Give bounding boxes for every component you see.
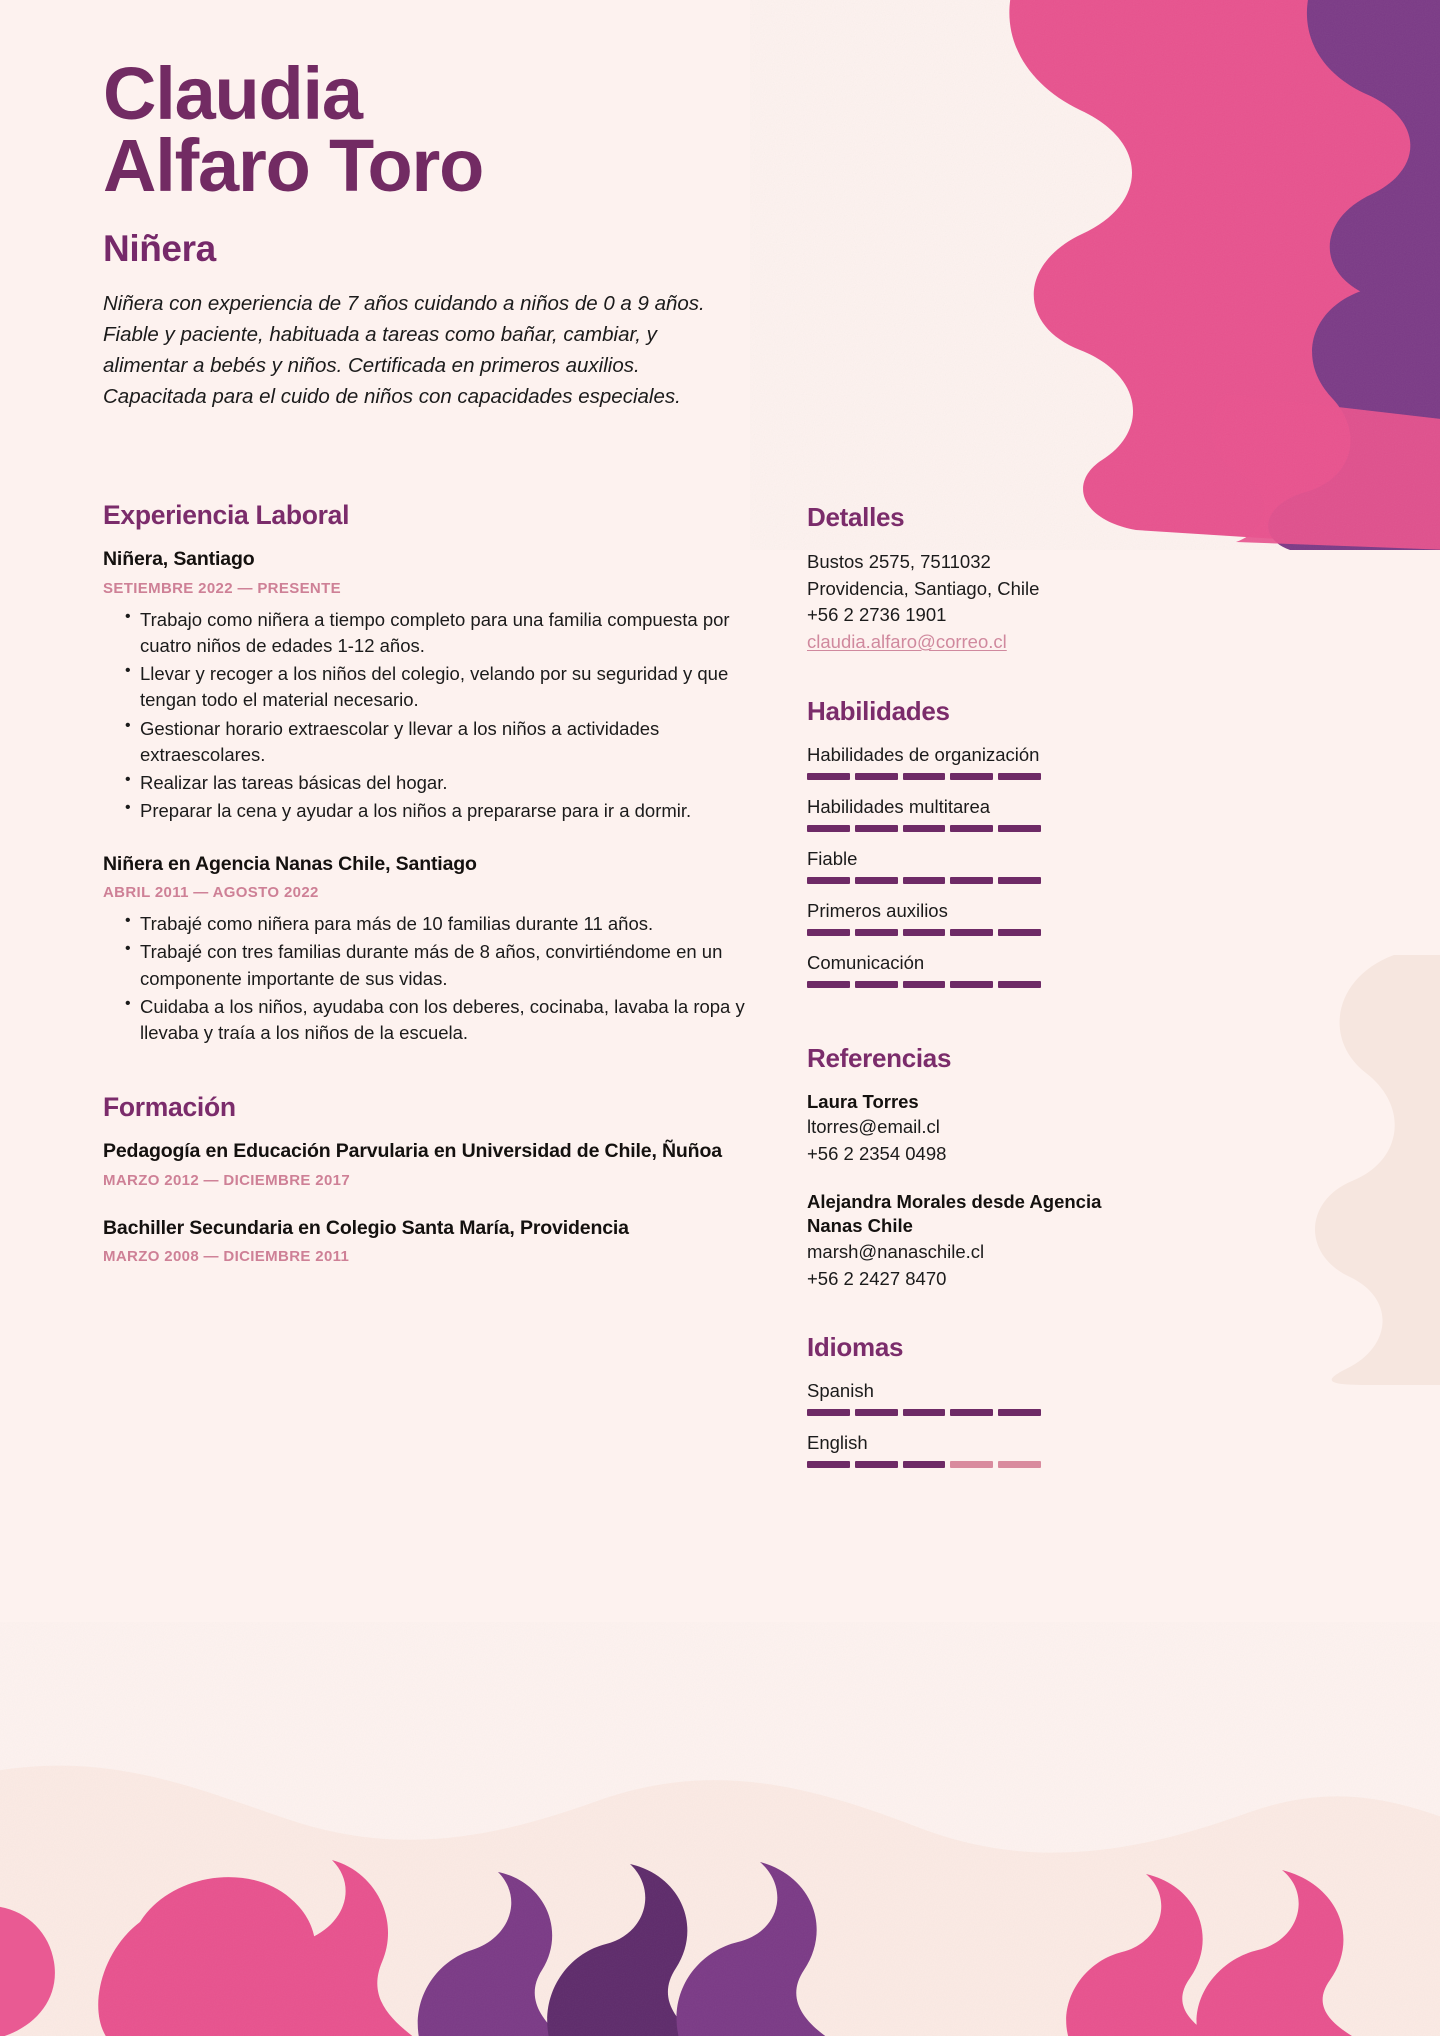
bar-segment — [950, 1461, 993, 1468]
bar-segment — [855, 929, 898, 936]
skill-level-bar — [807, 825, 1041, 832]
bar-segment — [950, 773, 993, 780]
skill-label: Habilidades de organización — [807, 743, 1040, 765]
bar-segment — [903, 981, 946, 988]
main-column — [103, 500, 763, 1265]
experience-bullet: • Cuidaba a los niños, ayudaba con los deberes, cocinaba, lavaba la ropa y llevaba y traía a los niños de la escuela. — [125, 994, 763, 1047]
decorative-blob-bottom — [0, 1622, 1440, 2036]
reference-name: Laura Torres — [807, 1090, 919, 1112]
languages-section — [807, 1332, 1112, 1468]
education-degree: Pedagogía en Educación Parvularia en Universidad de Chile, Ñuñoa — [103, 1140, 722, 1163]
experience-bullet: • Trabajo como niñera a tiempo completo para una familia compuesta por cuatro niños de edades 1-12 años. — [125, 607, 763, 660]
reference-phone: +56 2 2354 0498 — [807, 1143, 947, 1165]
email-link[interactable]: claudia.alfaro@correo.cl — [807, 631, 1007, 653]
bar-segment — [903, 929, 946, 936]
references-list — [807, 1090, 1112, 1292]
skill-level-bar — [807, 773, 1041, 780]
education-degree: Bachiller Secundaria en Colegio Santa María, Providencia — [103, 1216, 629, 1239]
skill-item — [807, 847, 1112, 884]
bar-segment — [950, 1409, 993, 1416]
skill-item — [807, 743, 1112, 780]
education-section — [103, 1092, 763, 1265]
body-columns — [0, 500, 1440, 1483]
bar-segment — [950, 929, 993, 936]
candidate-name — [103, 52, 840, 207]
skill-label: Comunicación — [807, 951, 925, 973]
bar-segment — [855, 981, 898, 988]
experience-bullet: • Gestionar horario extraescolar y llevar a los niños a actividades extraescolares. — [125, 716, 763, 769]
experience-bullet: • Llevar y recoger a los niños del colegio, velando por su seguridad y que tengan todo el material necesario. — [125, 661, 763, 714]
bar-segment — [855, 1461, 898, 1468]
skill-label: Habilidades multitarea — [807, 795, 991, 817]
experience-bullet: • Realizar las tareas básicas del hogar. — [125, 770, 763, 796]
experience-bullet: • Preparar la cena y ayudar a los niños a prepararse para ir a dormir. — [125, 798, 763, 824]
reference-name: Alejandra Morales desde Agencia Nanas Chile — [807, 1190, 1102, 1237]
reference-item — [807, 1190, 1112, 1292]
candidate-last-name: Alfaro Toro — [103, 123, 484, 207]
education-dates: MARZO 2008 — DICIEMBRE 2011 — [103, 1247, 350, 1265]
decorative-blob-left-bottom — [0, 1890, 90, 2036]
skill-item — [807, 899, 1112, 936]
skill-label: Fiable — [807, 847, 858, 869]
experience-entry — [103, 547, 763, 824]
bar-segment — [998, 981, 1041, 988]
language-label: English — [807, 1432, 868, 1454]
bar-segment — [903, 773, 946, 780]
experience-section — [103, 500, 763, 1046]
education-entry — [103, 1139, 763, 1188]
experience-bullet: • Trabajé como niñera para más de 10 familias durante 11 años. — [125, 911, 763, 937]
language-level-bar — [807, 1461, 1041, 1468]
experience-dates: SETIEMBRE 2022 — PRESENTE — [103, 579, 341, 597]
skill-level-bar — [807, 981, 1041, 988]
experience-entry — [103, 852, 763, 1047]
bar-segment — [807, 773, 850, 780]
bar-segment — [807, 981, 850, 988]
experience-role: Niñera en Agencia Nanas Chile, Santiago — [103, 852, 477, 875]
language-level-bar — [807, 1409, 1041, 1416]
bar-segment — [807, 1461, 850, 1468]
experience-bullet-list — [103, 607, 763, 825]
bar-segment — [855, 773, 898, 780]
job-title: Niñera — [103, 227, 216, 269]
bar-segment — [998, 773, 1041, 780]
language-item — [807, 1379, 1112, 1416]
bar-segment — [903, 1461, 946, 1468]
bar-segment — [807, 1409, 850, 1416]
education-entry — [103, 1216, 763, 1265]
references-section — [807, 1043, 1112, 1292]
skills-section-title: Habilidades — [807, 695, 950, 726]
language-item — [807, 1431, 1112, 1468]
experience-dates: ABRIL 2011 — AGOSTO 2022 — [103, 883, 319, 901]
skill-item — [807, 951, 1112, 988]
bar-segment — [807, 825, 850, 832]
sidebar-column — [807, 500, 1112, 1483]
language-label: Spanish — [807, 1380, 874, 1402]
details-section-title: Detalles — [807, 502, 905, 533]
experience-entry-list — [103, 547, 763, 1046]
experience-bullet-list — [103, 911, 763, 1046]
bar-segment — [950, 877, 993, 884]
skills-section — [807, 696, 1112, 988]
bar-segment — [998, 825, 1041, 832]
experience-role: Niñera, Santiago — [103, 548, 255, 571]
skills-list — [807, 743, 1112, 988]
reference-email: marsh@nanaschile.cl — [807, 1240, 985, 1262]
education-section-title: Formación — [103, 1092, 236, 1123]
bar-segment — [998, 877, 1041, 884]
reference-item — [807, 1090, 1112, 1168]
bar-segment — [950, 981, 993, 988]
bar-segment — [855, 1409, 898, 1416]
skill-label: Primeros auxilios — [807, 899, 948, 921]
languages-list — [807, 1379, 1112, 1468]
skill-item — [807, 795, 1112, 832]
reference-phone: +56 2 2427 8470 — [807, 1267, 947, 1289]
bar-segment — [903, 1409, 946, 1416]
bar-segment — [855, 825, 898, 832]
bar-segment — [950, 825, 993, 832]
references-section-title: Referencias — [807, 1042, 952, 1073]
skill-level-bar — [807, 929, 1041, 936]
bar-segment — [903, 877, 946, 884]
education-entry-list — [103, 1139, 763, 1265]
candidate-first-name: Claudia — [103, 52, 362, 135]
bar-segment — [807, 877, 850, 884]
reference-email: ltorres@email.cl — [807, 1116, 940, 1138]
bar-segment — [807, 929, 850, 936]
languages-section-title: Idiomas — [807, 1332, 904, 1363]
bar-segment — [855, 877, 898, 884]
bar-segment — [903, 825, 946, 832]
resume-header — [0, 0, 840, 412]
experience-bullet: • Trabajé con tres familias durante más de 8 años, convirtiéndome en un componente importante de sus vidas. — [125, 939, 763, 992]
address-line-2: Providencia, Santiago, Chile — [807, 577, 1040, 599]
profile-summary: Niñera con experiencia de 7 años cuidando a niños de 0 a 9 años. Fiable y paciente, habituada a tareas como bañar, cambiar, y alimentar a bebés y niños. Certificada en primeros auxilios. Capacitada para el cuido de niños con capacidades especiales. — [103, 291, 705, 408]
details-section — [807, 502, 1112, 656]
bar-segment — [998, 1461, 1041, 1468]
bar-segment — [998, 1409, 1041, 1416]
address-line-1: Bustos 2575, 7511032 — [807, 551, 991, 573]
skill-level-bar — [807, 877, 1041, 884]
experience-section-title: Experiencia Laboral — [103, 500, 350, 531]
education-dates: MARZO 2012 — DICIEMBRE 2017 — [103, 1171, 351, 1189]
bar-segment — [998, 929, 1041, 936]
phone-number: +56 2 2736 1901 — [807, 604, 947, 626]
